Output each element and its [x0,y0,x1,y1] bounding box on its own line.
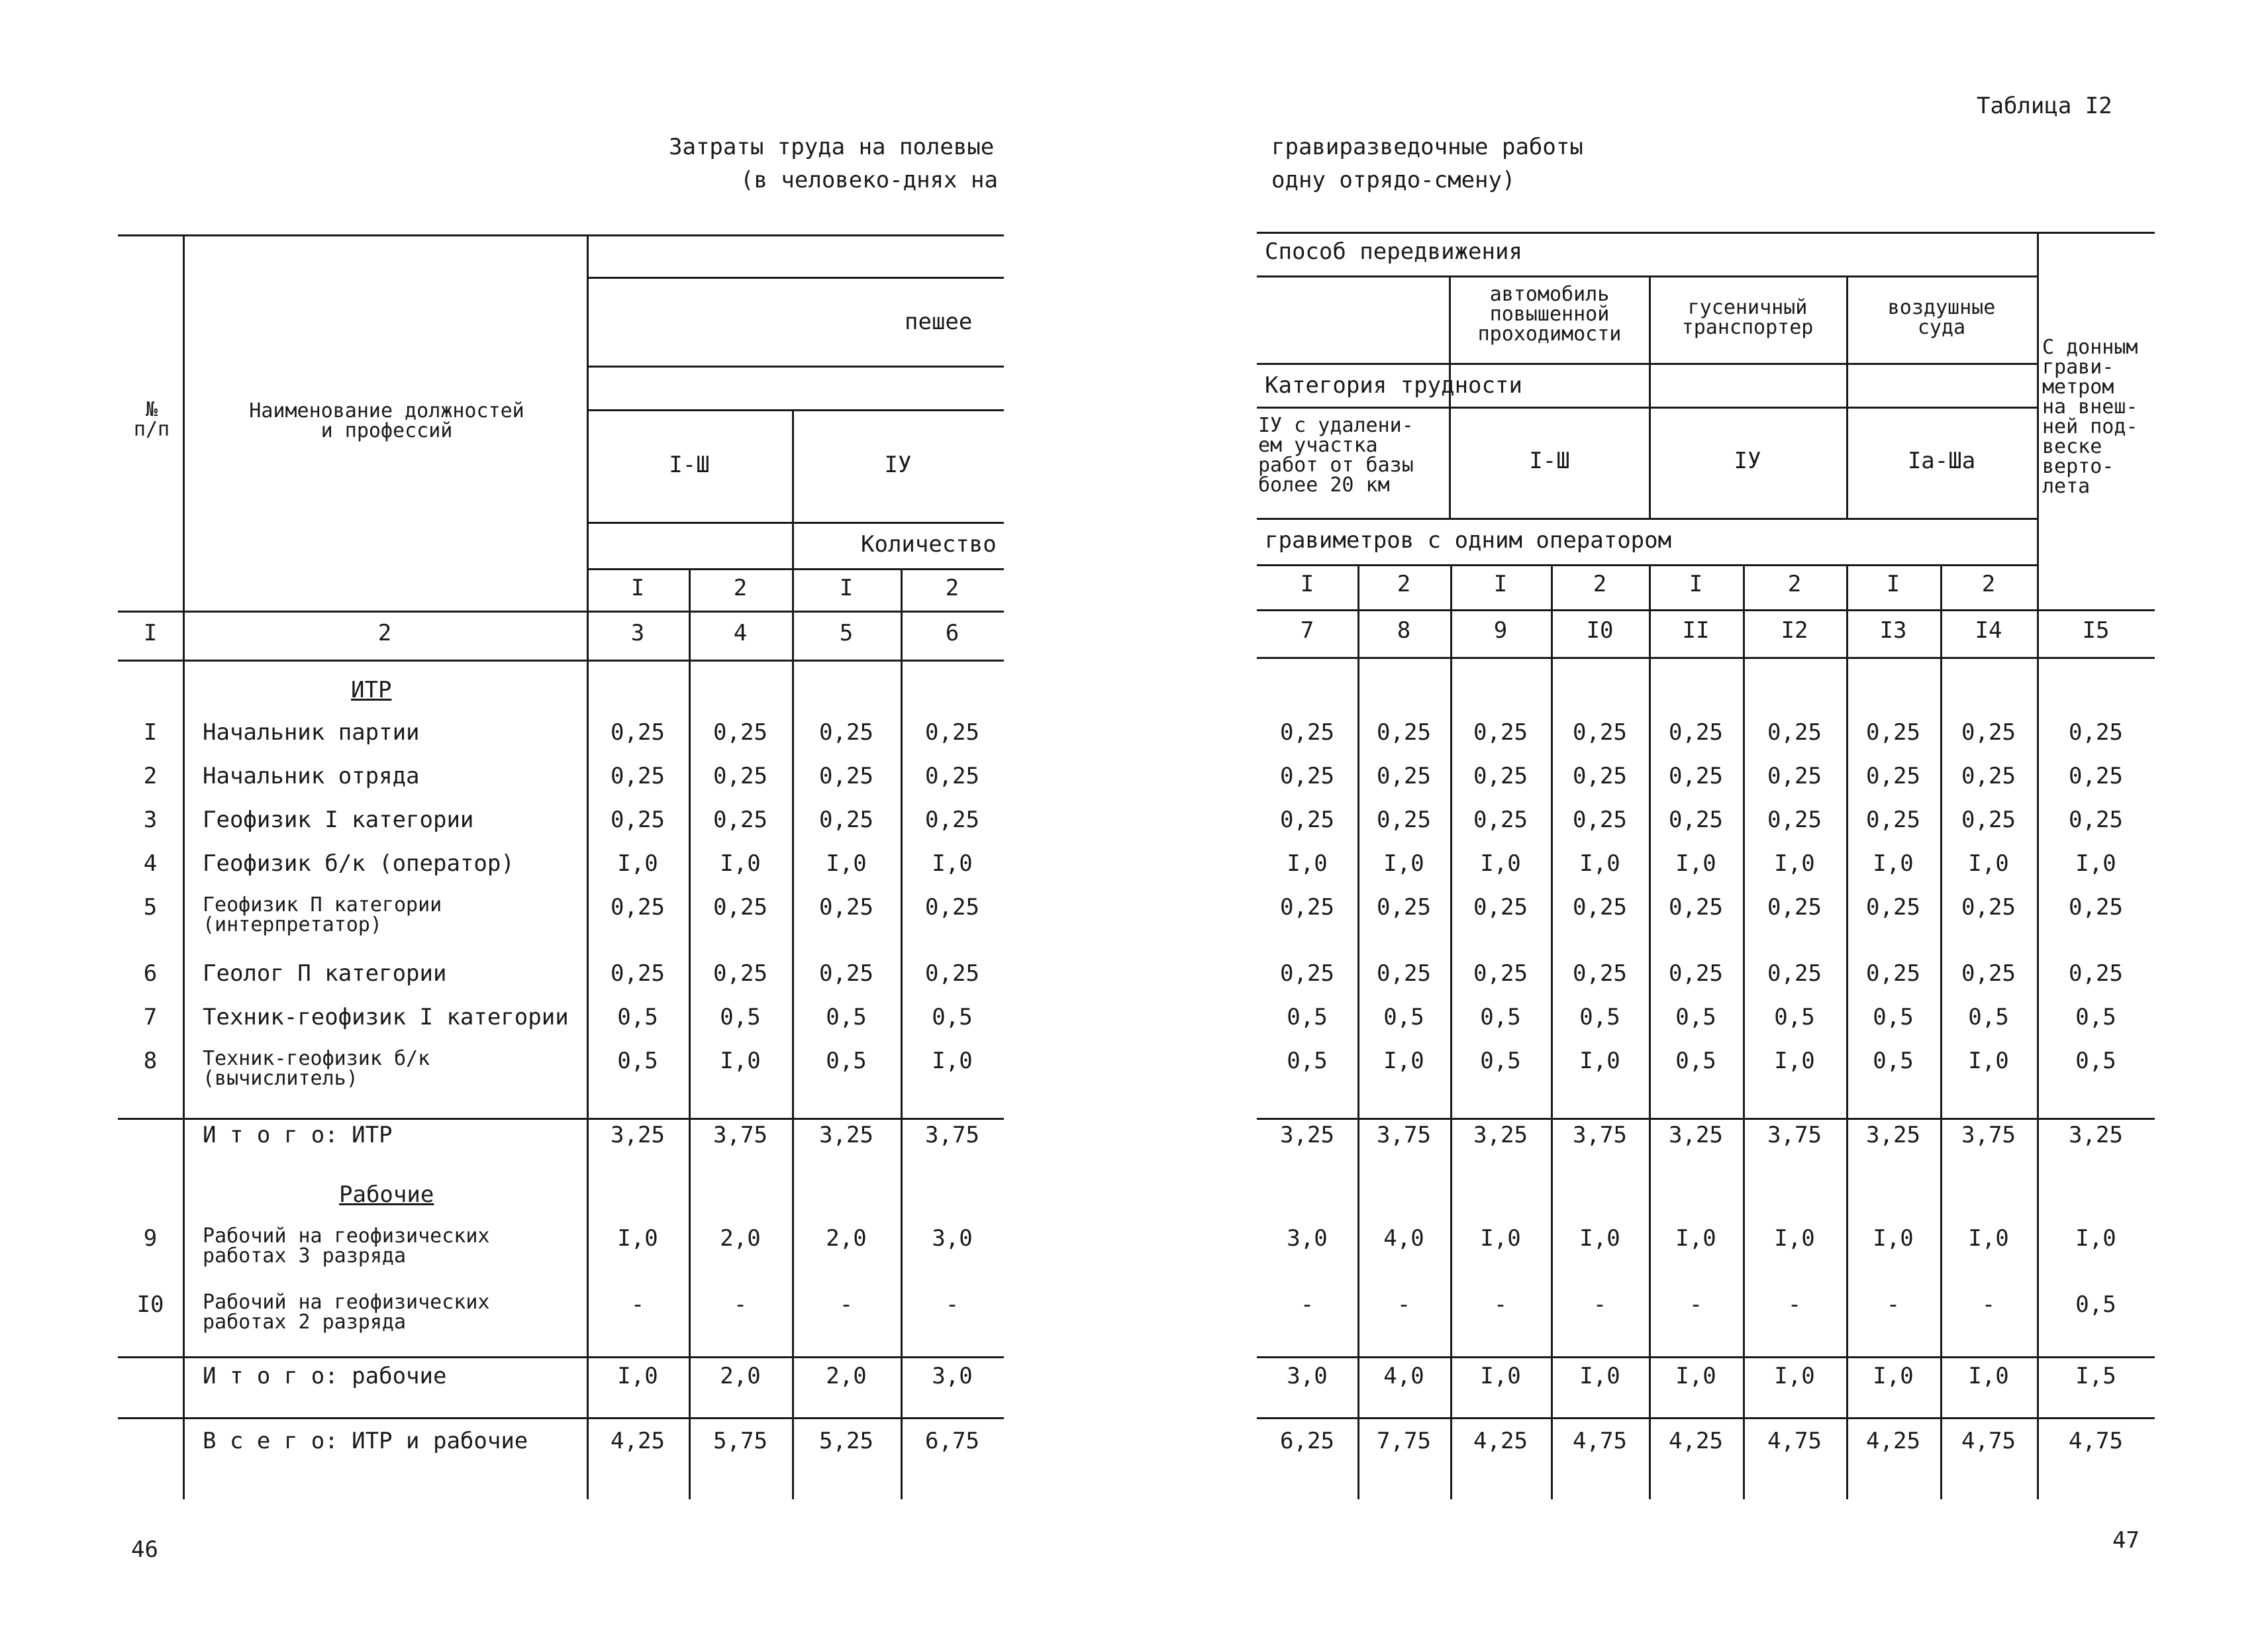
row-value: 0,25 [1473,807,1528,833]
row-value: 0,25 [611,960,665,987]
row-value: - [1593,1291,1607,1318]
right-sub-2: 2 [1397,571,1411,597]
row-value: I,0 [1968,1048,2009,1074]
colnum-1: I [143,620,158,646]
colnum-3: 3 [630,620,645,646]
left-cat-1: I-Ш [669,452,710,478]
row-value: - [1981,1291,1996,1318]
row-value: 0,25 [1473,894,1528,921]
title-right-line2: одну отрядо-смену) [1271,167,1516,193]
colnum-15: I5 [2082,617,2110,644]
row-value: 0,25 [1669,960,1723,987]
row-value: 0,25 [1767,960,1822,987]
row-value: 0,25 [1377,763,1431,789]
section-workers: Рабочие [339,1181,434,1208]
row-value: 0,5 [1287,1004,1328,1030]
row-value: 0,25 [1669,763,1723,789]
row-name: Рабочий на геофизических работах 2 разряда [203,1291,490,1334]
row-value: 6,75 [925,1428,979,1454]
row-value: 0,25 [1866,960,1920,987]
row-value: I,0 [1873,1363,1914,1389]
row-value: I,0 [932,850,973,877]
row-value: 2,0 [720,1363,761,1389]
page-number-left: 46 [131,1536,158,1563]
row-value: 0,25 [925,894,979,921]
row-value: - [733,1291,748,1318]
right-sub-8: 2 [1981,571,1996,597]
row-name: Техник-геофизик б/к (вычислитель) [203,1047,430,1090]
row-value: 0,25 [1280,960,1334,987]
row-number: 3 [143,807,158,833]
row-value: - [1397,1291,1411,1318]
row-value: 0,25 [1473,763,1528,789]
row-value: 0,5 [2075,1291,2116,1318]
row-value: - [839,1291,854,1318]
row-value: 0,25 [1377,719,1431,746]
colnum-13: I3 [1879,617,1907,644]
right-cat-b: IУ [1734,448,1761,474]
row-value: 0,5 [1774,1004,1815,1030]
row-value: 4,75 [1961,1428,2016,1454]
row-value: 4,25 [1866,1428,1920,1454]
row-value: I,0 [932,1048,973,1074]
row-value: 0,25 [1669,807,1723,833]
row-number: 5 [143,894,158,921]
right-sub-7: I [1886,571,1900,597]
row-value: 0,25 [1866,719,1920,746]
row-value: I,0 [1579,1225,1620,1252]
row-value: 0,25 [819,807,873,833]
right-cat-c: Iа-Ша [1907,448,1976,474]
row-value: 0,25 [1866,807,1920,833]
row-value: I,0 [1480,850,1521,877]
row-value: 3,75 [925,1122,979,1148]
row-value: 4,0 [1383,1225,1424,1252]
row-value: 4,75 [1767,1428,1822,1454]
right-sub-5: I [1689,571,1703,597]
row-value: I,0 [1579,1363,1620,1389]
row-value: 0,5 [1480,1048,1521,1074]
row-name: Геолог П категории [203,960,447,987]
left-sub-2: 2 [733,575,748,601]
row-value: 0,25 [1377,807,1431,833]
row-value: 0,5 [720,1004,761,1030]
colnum-12: I2 [1781,617,1808,644]
row-value: 0,25 [819,763,873,789]
row-value: - [630,1291,645,1318]
row-value: 3,75 [713,1122,767,1148]
row-value: 0,25 [611,763,665,789]
page-number-right: 47 [2112,1527,2140,1554]
row-value: 4,25 [1473,1428,1528,1454]
row-value: 0,5 [1968,1004,2009,1030]
row-value: I,0 [1968,1225,2009,1252]
row-value: 0,5 [617,1004,658,1030]
sposob-header: Способ передвижения [1265,238,1522,265]
row-value: - [1787,1291,1802,1318]
row-value: 0,25 [1767,719,1822,746]
row-value: I,0 [1383,850,1424,877]
right-sub-3: I [1493,571,1508,597]
row-value: 0,25 [1280,807,1334,833]
section-itr: ИТР [351,677,392,703]
row-value: 0,25 [1767,894,1822,921]
row-value: 0,25 [925,719,979,746]
row-value: 0,25 [1961,960,2016,987]
row-value: 0,25 [611,807,665,833]
row-value: I,0 [2075,1225,2116,1252]
colnum-5: 5 [839,620,854,646]
right-cat-a: I-Ш [1529,448,1570,474]
row-value: 0,25 [713,807,767,833]
row-value: 0,25 [1866,763,1920,789]
row-value: I,0 [826,850,867,877]
row-value: 0,25 [2069,894,2123,921]
row-number: 6 [143,960,158,987]
row-value: I,0 [1287,850,1328,877]
row-value: 0,25 [1961,719,2016,746]
colnum-14: I4 [1975,617,2002,644]
right-sub-1: I [1300,571,1314,597]
row-number: 2 [143,763,158,789]
row-value: I,0 [617,1363,658,1389]
row-name: Геофизик П категории (интерпретатор) [203,893,442,936]
row-value: 3,0 [1287,1363,1328,1389]
kolichestvo-header: Количество [861,531,997,558]
row-value: 3,75 [1573,1122,1627,1148]
row-value: 0,25 [819,960,873,987]
row-value: 0,25 [1377,960,1431,987]
row-number: 7 [143,1004,158,1030]
row-value: 0,25 [819,894,873,921]
row-value: I,0 [1579,850,1620,877]
row-value: 0,25 [1573,894,1627,921]
row-value: 0,25 [611,719,665,746]
row-value: I,0 [1774,1048,1815,1074]
row-value: 0,25 [1767,763,1822,789]
row-value: I,0 [1774,850,1815,877]
row-name: И т о г о: рабочие [203,1363,447,1389]
row-value: I,0 [617,1225,658,1252]
row-value: 0,25 [2069,960,2123,987]
row-value: 0,25 [2069,719,2123,746]
row-value: I,5 [2075,1363,2116,1389]
row-value: 4,25 [611,1428,665,1454]
row-value: 3,0 [932,1225,973,1252]
row-value: I,0 [2075,850,2116,877]
row-value: 3,75 [1961,1122,2016,1148]
row-value: 2,0 [826,1225,867,1252]
row-value: I,0 [1579,1048,1620,1074]
row-value: I,0 [1675,850,1716,877]
row-value: 2,0 [720,1225,761,1252]
row-value: I,0 [720,850,761,877]
row-value: 5,75 [713,1428,767,1454]
right-sub-4: 2 [1593,571,1607,597]
row-value: 7,75 [1377,1428,1431,1454]
row-value: I,0 [1968,850,2009,877]
row-value: 0,5 [826,1048,867,1074]
col-num-header: № п/п [133,398,170,441]
row-number: I0 [136,1291,164,1318]
row-value: I,0 [1968,1363,2009,1389]
colnum-9: 9 [1493,617,1508,644]
colnum-11: II [1682,617,1710,644]
row-value: 3,0 [932,1363,973,1389]
row-value: 0,25 [1961,807,2016,833]
row-value: 0,25 [1669,719,1723,746]
row-value: I,0 [1873,850,1914,877]
row-value: 3,25 [1473,1122,1528,1148]
row-value: 3,75 [1767,1122,1822,1148]
row-value: 0,25 [1767,807,1822,833]
row-value: 0,25 [925,763,979,789]
row-value: 0,25 [1961,894,2016,921]
row-value: - [1300,1291,1314,1318]
gus-header: гусеничный транспортер [1681,296,1814,339]
colnum-4: 4 [733,620,748,646]
row-value: 0,5 [1579,1004,1620,1030]
row-value: 3,25 [819,1122,873,1148]
title-right-line1: гравиразведочные работы [1271,134,1583,160]
colnum-6: 6 [945,620,960,646]
row-value: 0,25 [1573,763,1627,789]
row-name: И т о г о: ИТР [203,1122,393,1148]
table-label: Таблица I2 [1977,93,2112,119]
colnum-8: 8 [1397,617,1411,644]
left-cat-2: IУ [884,452,912,478]
row-value: 0,25 [2069,763,2123,789]
row-value: I,0 [1774,1225,1815,1252]
row-value: 0,5 [1675,1048,1716,1074]
row-value: 0,25 [713,960,767,987]
vozd-header: воздушные суда [1887,296,1996,339]
row-value: 3,25 [1280,1122,1334,1148]
colnum-2: 2 [377,620,392,646]
row-number: I [143,719,158,746]
row-name: В с е г о: ИТР и рабочие [203,1428,528,1454]
row-value: 6,25 [1280,1428,1334,1454]
row-value: 0,25 [1377,894,1431,921]
gravimetrov-header: гравиметров с одним оператором [1265,527,1672,554]
row-value: 0,25 [611,894,665,921]
row-value: 3,25 [1669,1122,1723,1148]
left-sub-4: 2 [945,575,960,601]
title-left-line2: (в человеко-днях на [740,167,998,193]
row-value: 3,25 [1866,1122,1920,1148]
row-value: I,0 [1675,1363,1716,1389]
row-value: I,0 [720,1048,761,1074]
row-name: Рабочий на геофизических работах 3 разряда [203,1224,490,1268]
row-value: 0,25 [1669,894,1723,921]
row-name: Геофизик I категории [203,807,474,833]
row-value: 0,5 [1873,1004,1914,1030]
row-name: Геофизик б/к (оператор) [203,850,515,877]
row-value: 2,0 [826,1363,867,1389]
row-value: I,0 [1675,1225,1716,1252]
row-value: 0,25 [1573,807,1627,833]
col-name-header: Наименование должностей и профессий [249,399,524,442]
row-value: 0,25 [1961,763,2016,789]
row-name: Начальник партии [203,719,420,746]
row-value: 0,25 [2069,807,2123,833]
row-value: 3,25 [2069,1122,2123,1148]
auto-header: автомобиль повышенной проходимости [1477,283,1622,346]
row-value: 0,25 [819,719,873,746]
row-value: - [1886,1291,1900,1318]
row-value: 0,25 [1280,719,1334,746]
row-value: 3,0 [1287,1225,1328,1252]
row-name: Начальник отряда [203,763,420,789]
row-value: I,0 [1774,1363,1815,1389]
row-value: I,0 [1383,1048,1424,1074]
colnum-10: I0 [1586,617,1614,644]
row-value: 0,5 [1873,1048,1914,1074]
row-value: 0,5 [617,1048,658,1074]
left-sub-3: I [839,575,854,601]
row-value: 4,25 [1669,1428,1723,1454]
row-value: 4,75 [2069,1428,2123,1454]
row-value: 0,5 [1480,1004,1521,1030]
row-value: 0,5 [1383,1004,1424,1030]
title-left-line1: Затраты труда на полевые [669,134,995,160]
row-value: 4,75 [1573,1428,1627,1454]
row-value: 0,5 [932,1004,973,1030]
row-value: 0,25 [713,763,767,789]
row-value: 4,0 [1383,1363,1424,1389]
row-value: I,0 [1480,1225,1521,1252]
row-value: 0,25 [1573,960,1627,987]
row-value: 0,25 [925,960,979,987]
row-name: Техник-геофизик I категории [203,1004,569,1030]
row-value: 0,5 [826,1004,867,1030]
row-value: 3,25 [611,1122,665,1148]
right-sub-6: 2 [1787,571,1802,597]
colnum-7: 7 [1300,617,1314,644]
iu-distance-header: IУ с удалени- ем участка работ от базы более 20 км [1258,414,1414,497]
row-value: 0,25 [1573,719,1627,746]
row-number: 4 [143,850,158,877]
row-value: - [1689,1291,1703,1318]
peshee-header: пешее [905,309,973,335]
row-value: 0,25 [1473,960,1528,987]
row-value: 3,75 [1377,1122,1431,1148]
row-value: 0,25 [713,894,767,921]
row-number: 8 [143,1048,158,1074]
kategoria-header: Категория трудности [1265,372,1522,399]
left-sub-1: I [630,575,645,601]
last-col-header: С донным грави- метром на внеш- ней под- веске верто- лета [2042,336,2138,498]
row-value: 0,25 [1866,894,1920,921]
row-value: 5,25 [819,1428,873,1454]
row-value: I,0 [1480,1363,1521,1389]
row-value: - [1493,1291,1508,1318]
row-value: 0,25 [1280,894,1334,921]
row-number: 9 [143,1225,158,1252]
row-value: 0,5 [2075,1004,2116,1030]
row-value: 0,5 [1287,1048,1328,1074]
row-value: 0,25 [713,719,767,746]
row-value: 0,5 [1675,1004,1716,1030]
row-value: 0,25 [1280,763,1334,789]
row-value: I,0 [1873,1225,1914,1252]
row-value: I,0 [617,850,658,877]
row-value: 0,25 [1473,719,1528,746]
row-value: 0,5 [2075,1048,2116,1074]
row-value: - [945,1291,960,1318]
row-value: 0,25 [925,807,979,833]
